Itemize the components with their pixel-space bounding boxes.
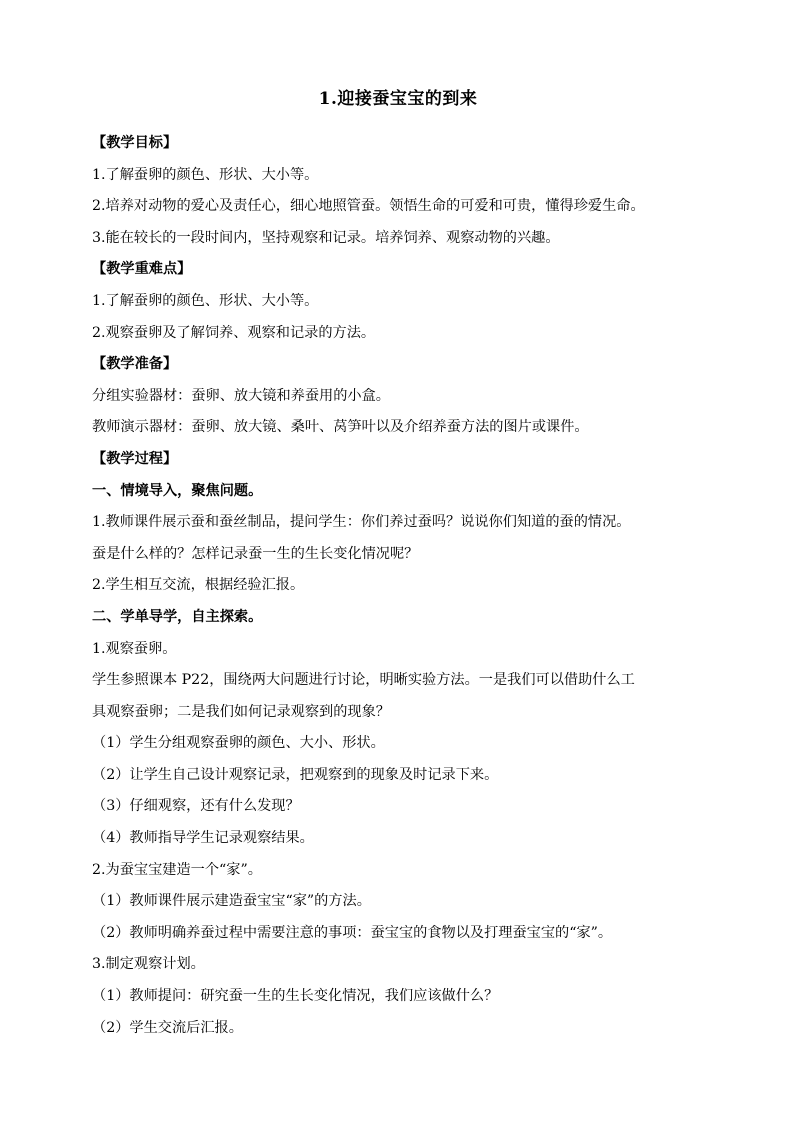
paragraph-line: 2.学生相互交流，根据经验汇报。 — [92, 577, 305, 594]
paragraph-line: 1.了解蚕卵的颜色、形状、大小等。 — [92, 292, 319, 309]
section-heading: 二、学单导学，自主探索。 — [92, 608, 263, 625]
document-body — [92, 128, 704, 1044]
paragraph-line: 2.为蚕宝宝建造一个“家”。 — [92, 861, 262, 878]
paragraph-line: 1.观察蚕卵。 — [92, 640, 177, 657]
paragraph-line: 2.观察蚕卵及了解饲养、观察和记录的方法。 — [92, 324, 376, 341]
paragraph-line: 分组实验器材：蚕卵、放大镜和养蚕用的小盒。 — [92, 387, 390, 404]
paragraph-line: （1）教师提问：研究蚕一生的生长变化情况，我们应该做什么？ — [92, 988, 499, 1005]
section-heading: 一、情境导入，聚焦问题。 — [92, 482, 263, 499]
paragraph-line: 学生参照课本 P22，围绕两大问题进行讨论，明晰实验方法。一是我们可以借助什么工 — [92, 672, 635, 689]
paragraph-line: （2）学生交流后汇报。 — [92, 1019, 243, 1036]
paragraph-line: 3.制定观察计划。 — [92, 956, 205, 973]
section-heading: 【教学重难点】 — [92, 261, 192, 278]
paragraph-line: （3）仔细观察，还有什么发现？ — [92, 798, 300, 815]
section-heading: 【教学准备】 — [92, 356, 178, 373]
paragraph-line: （1）教师课件展示建造蚕宝宝“家”的方法。 — [92, 893, 371, 910]
paragraph-line: 1.了解蚕卵的颜色、形状、大小等。 — [92, 166, 319, 183]
section-heading: 【教学过程】 — [92, 450, 178, 467]
paragraph-line: 教师演示器材：蚕卵、放大镜、桑叶、莴笋叶以及介绍养蚕方法的图片或课件。 — [92, 419, 589, 436]
paragraph-line: 2.培养对动物的爱心及责任心，细心地照管蚕。领悟生命的可爱和可贵，懂得珍爱生命。 — [92, 198, 645, 215]
paragraph-line: （4）教师指导学生记录观察结果。 — [92, 830, 314, 847]
section-heading: 【教学目标】 — [92, 135, 178, 151]
paragraph-line: （2）让学生自己设计观察记录，把观察到的现象及时记录下来。 — [92, 766, 499, 783]
document-page — [92, 88, 704, 1044]
paragraph-line: 1.教师课件展示蚕和蚕丝制品，提问学生：你们养过蚕吗？说说你们知道的蚕的情况。 — [92, 514, 631, 531]
paragraph-line: （1）学生分组观察蚕卵的颜色、大小、形状。 — [92, 735, 385, 752]
document-title: 1.迎接蚕宝宝的到来 — [318, 89, 478, 109]
paragraph-line: 具观察蚕卵；二是我们如何记录观察到的现象？ — [92, 703, 390, 720]
paragraph-line: （2）教师明确养蚕过程中需要注意的事项：蚕宝宝的食物以及打理蚕宝宝的“家”。 — [92, 924, 613, 941]
paragraph-line: 蚕是什么样的？怎样记录蚕一生的生长变化情况呢？ — [92, 545, 419, 562]
paragraph-line: 3.能在较长的一段时间内，坚持观察和记录。培养饲养、观察动物的兴趣。 — [92, 229, 560, 246]
